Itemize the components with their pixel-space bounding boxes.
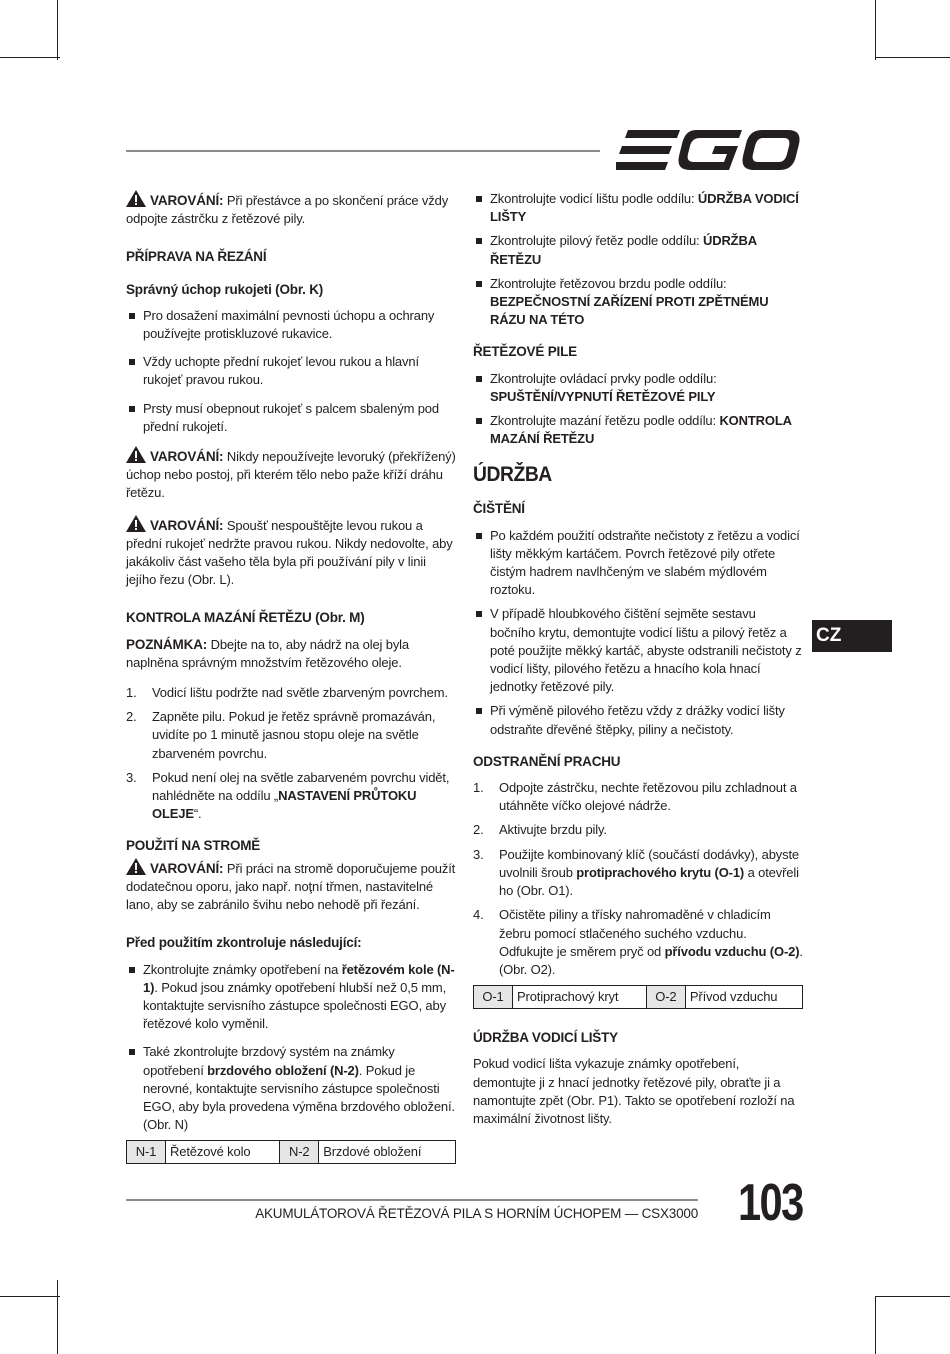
header-rule (126, 150, 600, 152)
step-text: Odpojte zástrčku, nechte řetězovou pilu zchladnout a utáhněte víčko olejové nádrže. (499, 780, 797, 814)
list-item-text: Zkontrolujte ovládací prvky podle oddílu: (490, 370, 717, 386)
warning-label: VAROVÁNÍ: (150, 449, 224, 465)
step-number: 3. (126, 769, 137, 785)
list-item (126, 1043, 456, 1134)
list-item-section-ref: SPUŠTĚNÍ/VYPNUTÍ ŘETĚZOVÉ PILY (490, 388, 716, 404)
table-row (474, 986, 803, 1009)
crop-mark (57, 0, 58, 60)
warning-disconnect (126, 190, 456, 228)
heading-tree-use: POUŽITÍ NA STROMĚ (126, 838, 261, 854)
list-item (473, 412, 803, 448)
crop-mark (875, 1296, 950, 1297)
crop-mark (875, 1296, 876, 1354)
parts-table-n (126, 1140, 456, 1164)
list-item-text: Zkontrolujte pilový řetěz podle oddílu: (490, 233, 703, 249)
bullet-square-icon (129, 313, 135, 319)
list-item-section-ref: KONTROLA MAZÁNÍ ŘETĚZU (490, 413, 792, 447)
list-item (473, 605, 803, 696)
table-cell-label: Brzdové obložení (319, 1141, 456, 1164)
footer-rule (126, 1199, 698, 1201)
warning-text: Nikdy nepoužívejte levoruký (překřížený) úchop nebo postoj, při kterém tělo nebo paže kříží dráhu řetězu. (126, 449, 456, 501)
bullet-square-icon (476, 611, 482, 617)
bullet-square-icon (476, 418, 482, 424)
table-cell-label: Přívod vzduchu (685, 986, 802, 1009)
warning-icon (126, 515, 146, 532)
list-item-text: Pro dosažení maximální pevnosti úchopu a ochrany používejte protiskluzové rukavice. (143, 307, 435, 342)
step-text: a otevřeli ho (Obr. O1). (499, 864, 799, 899)
step-text: Zapněte pilu. Pokud je řetěz správně promazáván, uvidíte po 1 minutě jasnou stopu oleje na světle zbarveném povrchu. (152, 709, 436, 761)
page-number: 103 (738, 1174, 803, 1232)
step-number: 1. (473, 780, 484, 796)
warning-label: VAROVÁNÍ: (150, 860, 224, 876)
bullet-square-icon (476, 196, 482, 202)
warning-icon (126, 858, 146, 875)
crop-mark (0, 57, 60, 58)
bullet-square-icon (129, 406, 135, 412)
right-column (473, 190, 803, 1140)
language-tab: CZ (812, 620, 892, 652)
guide-bar-paragraph: Pokud vodicí lišta vykazuje známky opotřebení, demontujte ji z hnací jednotky řetězové pily, obraťte ji a namontujte zpět (Obr. P1). Takto se opotřebení rozloží na maximální životnost lišty. (473, 1056, 795, 1126)
step-text: Pokud není olej na světle zabarveném povrchu vidět, nahlédněte na oddílu „ (152, 769, 450, 804)
step-number: 4. (473, 907, 484, 923)
note (126, 636, 456, 672)
heading-dust-removal: ODSTRANĚNÍ PRACHU (473, 753, 621, 769)
numbered-step (473, 846, 803, 901)
list-item-text: Zkontrolujte vodicí lištu podle oddílu: (490, 191, 698, 206)
step-number: 2. (126, 709, 137, 725)
step-text: Vodicí lištu podržte nad světle zbarveným povrchem. (152, 685, 448, 701)
crop-mark (875, 57, 950, 58)
table-cell-code: N-1 (127, 1141, 166, 1164)
step-text: Použijte kombinovaný klíč (součástí dodávky), abyste uvolnili šroub (499, 846, 800, 880)
parts-table-o (473, 985, 803, 1009)
list-item-text: . Pokud jsou známky opotřebení hlubší než 0,5 mm, kontaktujte servisního zástupce společnosti EGO, aby řetězové kolo vyměnil. (143, 979, 447, 1032)
step-emphasis: přívodu vzduchu (O-2) (664, 943, 800, 959)
bullet-square-icon (476, 708, 482, 714)
warning-crossed-grip (126, 446, 456, 503)
list-item-text: Zkontrolujte známky opotřebení na (143, 961, 342, 977)
list-item (126, 400, 456, 436)
list-item-text: Vždy uchopte přední rukojeť levou rukou a hlavní rukojeť pravou rukou. (143, 354, 419, 388)
numbered-step (473, 906, 803, 979)
warning-text: Spoušť nespouštějte levou rukou a přední rukojeť nedržte pravou rukou. Nikdy nedovolte, aby jakákoliv část vašeho těla byla při používání pily v linii jejího řezu (Obr. L). (126, 517, 453, 588)
warning-tree (126, 858, 456, 915)
bullet-square-icon (476, 238, 482, 244)
left-column (126, 190, 456, 1174)
warning-icon (126, 190, 146, 207)
heading-guide-bar-maintenance: ÚDRŽBA VODICÍ LIŠTY (473, 1030, 618, 1046)
list-item-text: Při výměně pilového řetězu vždy z drážky vodicí lišty odstraňte dřevěné štěpky, piliny a nečistoty. (490, 703, 785, 737)
bullet-square-icon (129, 359, 135, 365)
step-text: Očistěte piliny a třísky nahromaděné v chladicím žebru pomocí stlačeného suchého vzduchu. Odfukujte je směrem pryč od (499, 907, 771, 959)
list-item-text: Zkontrolujte mazání řetězu podle oddílu: (490, 413, 720, 429)
list-item (473, 370, 803, 406)
table-cell-code: N-2 (280, 1141, 319, 1164)
list-item (473, 232, 803, 268)
crop-mark (0, 1296, 60, 1297)
note-label: POZNÁMKA: (126, 636, 208, 652)
step-number: 1. (126, 685, 137, 701)
table-cell-label: Protiprachový kryt (513, 986, 647, 1009)
heading-cleaning: ČIŠTĚNÍ (473, 501, 525, 517)
step-text: . (Obr. O2). (499, 943, 803, 977)
list-item-text: Také zkontrolujte brzdový systém na známky opotřebení (143, 1044, 395, 1078)
step-text: Aktivujte brzdu pily. (499, 822, 607, 838)
table-cell-code: O-2 (646, 986, 685, 1009)
list-item-section-ref: ÚDRŽBA VODICÍ LIŠTY (490, 191, 799, 225)
warning-label: VAROVÁNÍ: (150, 517, 224, 533)
bullet-square-icon (129, 1049, 135, 1055)
bullet-square-icon (476, 376, 482, 382)
step-text: “. (193, 806, 202, 822)
ego-logo (616, 128, 800, 172)
numbered-step (473, 779, 803, 815)
heading-cutting-prep: PŘÍPRAVA NA ŘEZÁNÍ (126, 249, 267, 265)
list-item-text: . Pokud je nerovné, kontaktujte servisního zástupce společnosti EGO, aby byla provedena výměna brzdového obložení. (Obr. N) (143, 1062, 455, 1133)
bullet-square-icon (476, 533, 482, 539)
list-item (473, 702, 803, 738)
crop-mark (875, 0, 876, 60)
table-cell-code: O-1 (474, 986, 513, 1009)
bullet-square-icon (129, 967, 135, 973)
heading-pre-use-check: Před použitím zkontroluje následující: (126, 935, 362, 951)
note-text: Dbejte na to, aby nádrž na olej byla naplněna správným množstvím řetězového oleje. (126, 636, 410, 670)
warning-label: VAROVÁNÍ: (150, 193, 224, 208)
heading-maintenance: ÚDRŽBA (473, 463, 552, 487)
numbered-step (126, 708, 456, 763)
heading-chain-saw: ŘETĚZOVÉ PILE (473, 344, 577, 360)
list-item (473, 527, 803, 600)
list-item (473, 275, 803, 330)
list-item-text: Po každém použití odstraňte nečistoty z řetězu a vodicí lišty měkkým kartáčem. Povrch řetězové pily otřete čistým hadrem navlhčeným ve slabém mýdlovém roztoku. (490, 527, 800, 598)
warning-icon (126, 446, 146, 463)
numbered-step (126, 769, 456, 824)
bullet-square-icon (476, 281, 482, 287)
step-emphasis: protiprachového krytu (O-1) (576, 864, 745, 880)
warning-trigger (126, 515, 456, 590)
table-cell-label: Řetězové kolo (166, 1141, 280, 1164)
heading-chain-lubrication: KONTROLA MAZÁNÍ ŘETĚZU (Obr. M) (126, 610, 365, 626)
numbered-step (126, 684, 456, 702)
numbered-step (473, 821, 803, 839)
list-item-text: Zkontrolujte řetězovou brzdu podle oddílu: (490, 275, 727, 291)
crop-mark (57, 1280, 58, 1354)
footer-title: AKUMULÁTOROVÁ ŘETĚZOVÁ PILA S HORNÍM ÚCHOPEM — CSX3000 (255, 1206, 698, 1221)
step-number: 3. (473, 846, 484, 862)
list-item (126, 307, 456, 343)
step-section-ref: NASTAVENÍ PRŮTOKU OLEJE (152, 788, 417, 822)
list-item-emphasis: brzdového obložení (N-2) (207, 1062, 359, 1078)
list-item-section-ref: BEZPEČNOSTNÍ ZAŘÍZENÍ PROTI ZPĚTNÉMU RÁZU NA TÉTO (490, 294, 769, 328)
list-item (126, 961, 456, 1034)
list-item (473, 190, 803, 226)
warning-text: Při práci na stromě doporučujeme použít dodatečnou oporu, jako např. noţní třmen, nastavitelné lano, aby se zabránilo švihu nebo nehodě při řezání. (126, 860, 456, 913)
list-item-text: Prsty musí obepnout rukojeť s palcem sbaleným pod přední rukojetí. (143, 400, 439, 434)
step-number: 2. (473, 822, 484, 838)
list-item (126, 353, 456, 389)
warning-text: Při přestávce a po skončení práce vždy odpojte zástrčku z řetězové pily. (126, 193, 449, 227)
list-item-emphasis: řetězovém kole (N-1) (143, 961, 455, 995)
list-item-section-ref: ÚDRŽBA ŘETĚZU (490, 233, 757, 267)
heading-grip: Správný úchop rukojeti (Obr. K) (126, 281, 324, 297)
table-row (127, 1141, 456, 1164)
list-item-text: V případě hloubkového čištění sejměte sestavu bočního krytu, demontujte vodicí lištu a pilový řetěz a poté použijte měkký kartáč, abyste odstranili nečistoty z vodicí lišty, pilového řetězu a hnacího kola hnací jednotky řetězové pily. (490, 606, 802, 695)
